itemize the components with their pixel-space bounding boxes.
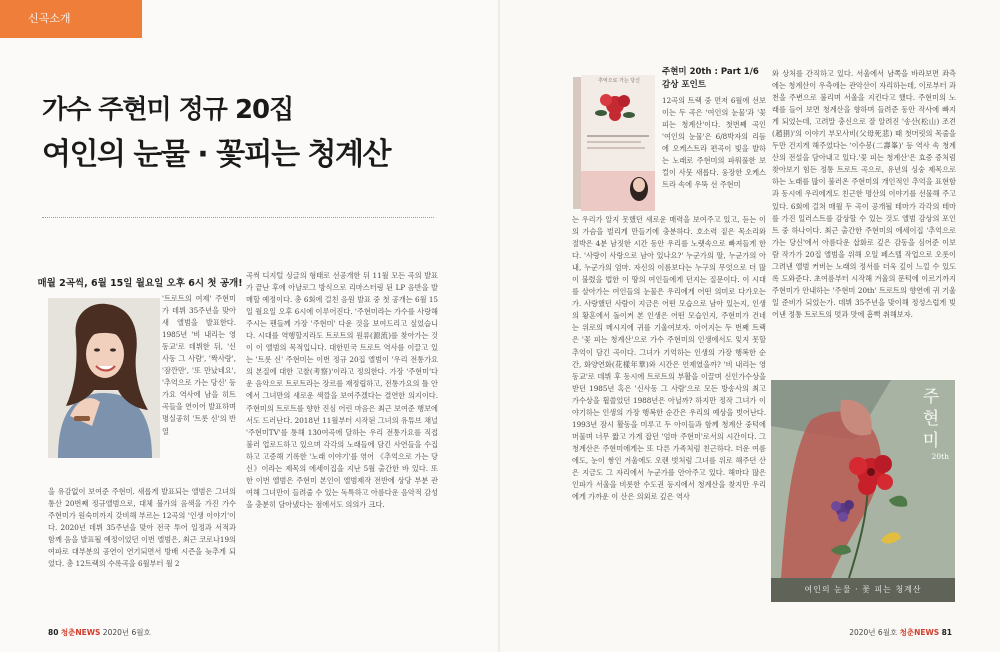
headline-divider — [42, 217, 434, 218]
brand-logo-left: 청춘NEWS — [60, 628, 101, 637]
book-cover — [573, 75, 655, 211]
right-col1-bottom: 는 우리가 알지 못했던 새로운 매력을 보여주고 있고, 듣는 이의 가슴을 벌리게 만들기에 충분하다. 호소력 짙은 목소리와 절박은 4분 남짓한 시간 동안 우리를 노랫속으로 빠져들게 한다. '사랑이 사랑으로 남아 있나요?' 누군가의 딸, 누군가의 아내, 누군가의 엄마. 자신의 이름보다는 누구의 무엇으로 더 많이 불렸을 법한 이 땅의 여인들에게 던지는 질문이다. 이 시대를 살아가는 여인들의 눈물은 우리에게 어떤 의미로 다가오는가. 사랑했던 사람이 지금은 어떤 모습으로 남아 있는지, 인생의 황혼에서 돌이켜 본 인생은 어떤 모습인지, 주현미가 건네는 위로의 메시지에 귀를 기울여보자. 이어지는 두 번째 트랙은 '꽃 피는 청계산'으로 가수 주현미의 인생에서도 잊지 못할 추억이 담긴 곡이다. 그녀가 기억하는 인생의 가장 행복한 순간, 화양연화(花樣年華)와 시간은 언제였을까? '비 내리는 영동교'로 데뷔 후 동시에 트로트의 부활을 이끌며 신인가수상을 받던 1985년 혹은 '신사동 그 사람'으로 모든 방송사의 최고 가수상을 휩쓸었던 1988년은 아닐까? 하지만 정작 그녀가 이야기하는 인생의 가장 행복한 순간은 우리의 예상을 벗어난다. 1993년 잠시 활동을 미루고 두 아이들과 함께 청계산 중턱에 머물며 너무 짧고 가게 잡던 '엄마 주현미'로서의 시간이다. 그 청계산은 주현미에게는 또 다른 가족처럼 친근하다. 더운 여름에도, 눈이 쌓인 겨울에도 오랜 벗처럼 그녀를 위로 해주던 산은 지금도 그 자리에서 누군가를 안아주고 있다. 해마다 많은 인파가 서울을 비롯한 수도권 등지에서 청계산을 찾지만 우리에게 가까운 이 산은 의외로 깊은 역사 — [572, 215, 766, 502]
issue-left: 2020년 6월호 — [102, 628, 151, 637]
book-title: 추억으로 가는 당신 — [598, 78, 640, 84]
book-cover-illustration — [573, 75, 655, 211]
section-tab: 신곡소개 — [0, 0, 142, 38]
page-number-left: 80 — [48, 628, 59, 637]
right-col1-top: 12곡의 트랙 중 먼저 6월에 선보이는 두 곡은 '여인의 눈물'과 '꽃 피는 청계산'이다. 첫번째 곡인 '여인의 눈물'은 6/8박자의 리듬에 오케스트라 편곡이 빛을 발하는 노래로 주현미의 파워풀한 보컬이 사뭇 새롭다. 웅장한 오케스트라 속에 우뚝 선 주현미 — [662, 96, 766, 190]
album-title: 주현미 — [922, 387, 940, 451]
issue-right: 2020년 6월호 — [849, 628, 898, 637]
brand-logo-right: 청춘NEWS — [899, 628, 940, 637]
left-col1-bottom: 을 유감없이 보여준 주현미. 새롭게 발표되는 앨범은 그녀의 통산 20번째 정규앨범으로, 대체 불가의 음색을 가진 가수 주현미가 원숙미까지 갖비해 부르는 12곡의 '인생 이야기'이다. 2020년 데뷔 35주년을 맞아 전국 투어 일정과 서적과 함께 음을 발표될 예정이었던 이번 앨범은, 최근 코로나19의 여파로 대부분의 공연이 연기되면서 방배 시즌을 늦추게 되었다. 총 12트랙의 수록곡을 6월부터 월 2 — [48, 487, 236, 569]
headline-line1: 가수 주현미 정규 20집 — [42, 95, 294, 125]
left-col1-top: '트로트의 여제' 주현미가 데뷔 35주년을 맞아 새 앨범을 발표한다. 1985년 '비 내리는 영동교'로 데뷔한 뒤, '신사동 그 사람', '짝사랑', '잠깐만', '또 만났네요', '추억으로 가는 당신' 등 가요 역사에 남을 히트곡들을 연이어 발표하며 명실공히 '트롯 신'의 반열 — [162, 294, 236, 436]
album-cover-art — [771, 380, 955, 602]
singer-portrait — [48, 298, 160, 458]
portrait-illustration — [48, 298, 160, 458]
listening-points-heading: 주현미 20th : Part 1/6 감상 포인트 — [662, 67, 759, 90]
right-col2: 와 상처를 간직하고 있다. 서울에서 남쪽을 바라보면 좌측에는 청계산이 우측에는 관악산이 자리하는데, 이로부터 과천을 주변으로 불리며 서울을 지킨다고 했다. 주현미의 노래를 들어 보면 청계산을 향하며 들려준 동안 작사에 빠지게 되었는데, 고려말 충신으로 잘 알려진 '송산(松山) 조견(趙狷)'의 이야기 부모사비(父母死悲) 때 첫머릿의 목줄을 두만 건지게 해주었다는 '이수봉(二壽峯)' 등 역사 속 청계산의 전설을 담아내고 있다.'꽃 피는 청계산'은 효증 증처럼 찾아보기 힘든 정통 트로트 곡으로, 유년의 싱숭 제목으로 하는 노래를 많이 불러온 주현미의 개인적인 추억을 표현함과 동시에 우리에게도 친근한 명산의 이야기를 선물해 주고 있다. 6회에 걸쳐 매월 두 곡이 공개될 테마가 각각의 테마를 가진 일러스트를 감상할 수 있는 것도 앨범 감상의 포인트 중 하나이다. 최근 출간한 주현미의 에세이집 '추억으로 가는 당신'에서 아름다운 삽화로 깊은 감동을 심어준 이보람 작가가 20집 앨범을 위해 오일 페스텔 작업으로 오롯이 그려낸 앨범 커버는 노래의 정서를 더욱 깊이 느낄 수 있도록 도와준다. 초여름부터 시작해 겨울의 문턱에 이르기까지 주현미가 안내하는 '주현미 20th' 트로트의 향연에 귀 기울일 준비가 되었는가. 데뷔 35주년을 맞이해 정성스럽게 빚어낸 정통 트로트의 멋과 맛에 흠뻑 취해보자. — [772, 69, 956, 319]
subtitle: 매월 2곡씩, 6월 15일 월요일 오후 6시 첫 공개! — [37, 278, 243, 289]
headline — [42, 92, 462, 176]
album-subtitle: 20th — [931, 452, 949, 461]
left-col2: 곡씩 디지털 싱글의 형태로 선공개한 뒤 11월 모든 곡의 발표가 끝난 후에 아날로그 방식으로 리마스터링 된 LP 음반을 발매할 예정이다. 총 6회에 걸친 음원 발표 중 첫 공개는 6월 15일 월요일 오후 6시에 이루어진다. '주현미라는 가수를 사랑해 주시는 팬들께 가장 '주현미' 다운 것을 보여드리고 싶었습니다. 시대를 역행할지라도 트로트의 원류(源流)를 찾아가는 것이 이 앨범의 목적입니다. 대한민국 트로트 역사를 이끌고 있는 '트롯 신' 주현미는 이번 정규 20집 앨범이 '우리 전통가요의 본질에 대한 고찰(考察)'이라고 정의한다. 가장 '주현미'다운 음악으로 트로트라는 장르를 재정립하고, 전통가요의 틀 안에서 그녀만의 새로운 색깔을 보여주겠다는 결연한 의지이다. 주현미의 트로트를 향한 진심 어린 마음은 최근 보여준 행보에서도 드러난다. 2018년 11월부터 시작된 그녀의 유튜브 채널 '주현미TV'를 통해 130여곡에 달하는 우리 전통가요를 직접 불러 업로드하고 있으며 각각의 노래들에 담긴 사연들을 수집하고 고증해 기록한 '노래 이야기'를 엮어 《추억으로 가는 당신》이라는 제목의 에세이집을 지난 5월 출간한 바 있다. 또한 이번 앨범은 주현미 본인이 앨범제작 전반에 상당 부분 관여해 그녀만이 들려줄 수 있는 독특하고 아름다운 음악적 감성을 충분히 담아냈다는 점에서도 의의가 크다. — [246, 271, 438, 509]
album-caption: 여인의 눈물 · 꽃 피는 청계산 — [771, 578, 955, 602]
footer-left — [48, 627, 151, 638]
headline-line2: 여인의 눈물 · 꽃피는 청계산 — [42, 137, 390, 172]
footer-right — [849, 627, 952, 638]
page-number-right: 81 — [941, 628, 952, 637]
